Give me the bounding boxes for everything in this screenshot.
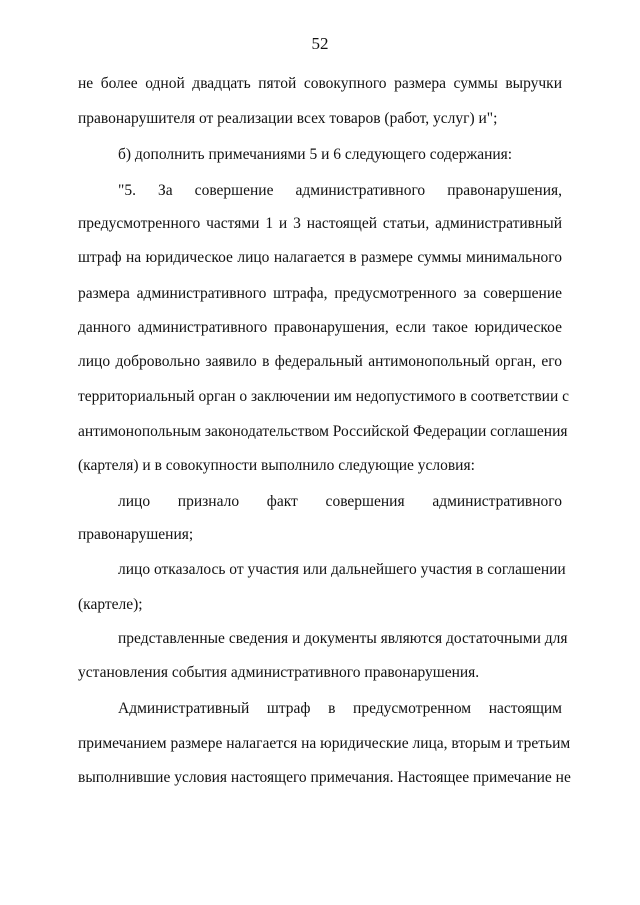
text-line: Административный штраф в предусмотренном настоящим — [118, 700, 562, 717]
text-line: не более одной двадцать пятой совокупного размера суммы выручки — [78, 75, 562, 92]
text-line: лицо добровольно заявило в федеральный антимонопольный орган, его — [78, 353, 562, 370]
text-line: (картеля) и в совокупности выполнило следующие условия: — [78, 457, 475, 474]
text-line: (картеле); — [78, 596, 143, 613]
text-line: выполнившие условия настоящего примечания. Настоящее примечание не — [78, 769, 571, 786]
text-line: предусмотренного частями 1 и 3 настоящей статьи, административный — [78, 215, 562, 232]
text-line: лицо признало факт совершения административного — [118, 493, 562, 510]
text-line: штраф на юридическое лицо налагается в размере суммы минимального — [78, 249, 562, 266]
text-line: установления события административного правонарушения. — [78, 664, 480, 681]
text-line: антимонопольным законодательством Российской Федерации соглашения — [78, 423, 568, 440]
page-number: 52 — [311, 34, 329, 53]
text-line: лицо отказалось от участия или дальнейшего участия в соглашении — [118, 561, 566, 578]
text-line: данного административного правонарушения, если такое юридическое — [78, 319, 562, 336]
text-line: размера административного штрафа, предусмотренного за совершение — [78, 285, 562, 302]
text-line: представленные сведения и документы являются достаточными для — [118, 630, 568, 647]
text-line: примечанием размере налагается на юридические лица, вторым и третьим — [78, 735, 571, 752]
text-line: б) дополнить примечаниями 5 и 6 следующего содержания: — [118, 146, 513, 163]
text-line: территориальный орган о заключении им недопустимого в соответствии с — [78, 388, 569, 405]
text-line: правонарушения; — [78, 526, 194, 543]
text-line: правонарушителя от реализации всех товаров (работ, услуг) и"; — [78, 110, 498, 127]
text-line: "5. За совершение административного правонарушения, — [118, 182, 562, 199]
